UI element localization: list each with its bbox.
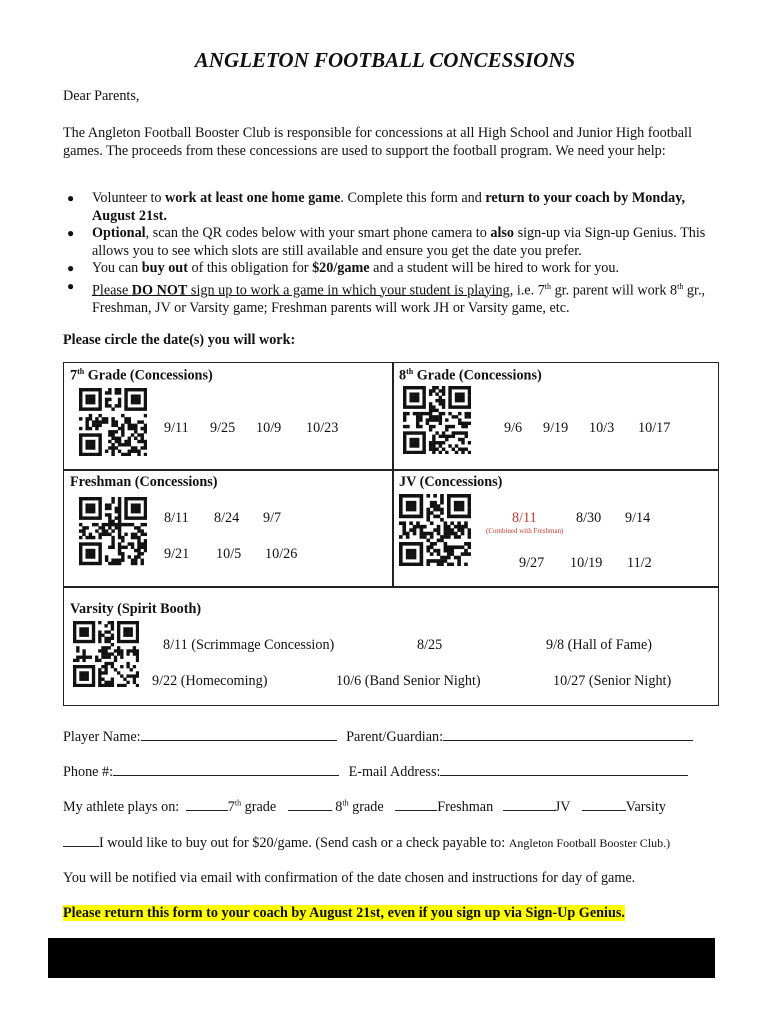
date-option[interactable]: 10/5 bbox=[216, 546, 242, 562]
qr-code-icon[interactable] bbox=[403, 386, 471, 454]
booster-club-name: Angleton Football Booster Club.) bbox=[508, 836, 671, 850]
buyout-checkbox[interactable] bbox=[63, 834, 99, 847]
intro-paragraph: The Angleton Football Booster Club is responsible for concessions at all High School and Junior High football games. The proceeds from these concessions are used to support the football program. We need your help: bbox=[63, 125, 692, 159]
grid-divider bbox=[63, 586, 719, 588]
date-option[interactable]: 10/9 bbox=[256, 420, 282, 436]
bullet-buyout: ● You can buy out of this obligation for $20/game and a student will be hired to work for you. bbox=[63, 260, 713, 278]
date-option[interactable]: 10/6 (Band Senior Night) bbox=[336, 673, 481, 689]
bullet-do-not: ● Please DO NOT sign up to work a game in which your student is playing, i.e. 7th gr. parent will work 8th gr., Freshman, JV or Varsity game; Freshman parents will work JH or Varsity game, etc. bbox=[63, 278, 713, 318]
buyout-row bbox=[63, 834, 670, 852]
date-option[interactable]: 9/19 bbox=[543, 420, 569, 436]
contact-row bbox=[63, 763, 688, 781]
date-option[interactable]: 9/6 bbox=[504, 420, 523, 436]
date-option[interactable]: 9/7 bbox=[263, 510, 282, 526]
date-option[interactable]: 8/30 bbox=[576, 510, 602, 526]
phone-field[interactable] bbox=[113, 763, 339, 776]
grade8-option-label: 8th grade bbox=[335, 798, 384, 815]
parent-label: Parent/Guardian: bbox=[346, 729, 444, 745]
date-option[interactable]: 9/11 bbox=[164, 420, 189, 436]
date-option[interactable]: 9/21 bbox=[164, 546, 190, 562]
bullet-volunteer: ● Volunteer to work at least one home game. Complete this form and return to your coach by Monday, August 21st. bbox=[63, 190, 713, 225]
player-name-label: Player Name: bbox=[63, 729, 141, 745]
date-option[interactable]: 8/11 (Scrimmage Concession) bbox=[163, 637, 335, 653]
date-option[interactable]: 9/25 bbox=[210, 420, 236, 436]
date-option[interactable]: 8/24 bbox=[214, 510, 240, 526]
date-option[interactable]: 9/14 bbox=[625, 510, 651, 526]
phone-label: Phone #: bbox=[63, 764, 114, 780]
date-option[interactable]: 9/27 bbox=[519, 555, 545, 571]
greeting: Dear Parents, bbox=[63, 88, 140, 104]
varsity-heading: Varsity (Spirit Booth) bbox=[70, 601, 202, 617]
return-instruction bbox=[63, 905, 625, 922]
grid-divider bbox=[392, 362, 394, 586]
date-option[interactable]: 9/8 (Hall of Fame) bbox=[546, 637, 652, 653]
date-option[interactable]: 10/19 bbox=[570, 555, 603, 571]
player-name-field[interactable] bbox=[141, 728, 337, 741]
grade7-heading: 7th Grade (Concessions) bbox=[70, 367, 213, 384]
date-option[interactable]: 10/3 bbox=[589, 420, 615, 436]
circle-prompt: Please circle the date(s) you will work: bbox=[63, 332, 296, 348]
date-option[interactable]: 11/2 bbox=[627, 555, 652, 571]
varsity-option-label: Varsity bbox=[625, 799, 666, 815]
varsity-checkbox[interactable] bbox=[582, 798, 626, 811]
date-option[interactable]: 10/27 (Senior Night) bbox=[553, 673, 672, 689]
jv-heading: JV (Concessions) bbox=[399, 474, 503, 490]
date-option[interactable]: 8/11 bbox=[164, 510, 189, 526]
date-option[interactable]: 10/26 bbox=[265, 546, 298, 562]
qr-code-icon[interactable] bbox=[79, 497, 147, 567]
notify-text: You will be notified via email with confirmation of the date chosen and instructions for day of game. bbox=[63, 870, 636, 886]
date-option[interactable]: 9/22 (Homecoming) bbox=[152, 673, 268, 689]
freshman-option-label: Freshman bbox=[437, 799, 494, 815]
grid-divider bbox=[63, 469, 719, 471]
name-row bbox=[63, 728, 693, 746]
jv-checkbox[interactable] bbox=[503, 798, 555, 811]
email-label: E-mail Address: bbox=[348, 764, 441, 780]
combined-note: (Combined with Freshman) bbox=[486, 527, 564, 535]
grade7-checkbox[interactable] bbox=[186, 798, 228, 811]
parent-name-field[interactable] bbox=[443, 728, 693, 741]
bullet-optional: ● Optional, scan the QR codes below with your smart phone camera to also sign-up via Sign-up Genius. This allows you to see which slots are still available and ensure you get the date you prefer. bbox=[63, 225, 713, 260]
footer-bar bbox=[48, 938, 715, 978]
freshman-checkbox[interactable] bbox=[395, 798, 437, 811]
qr-code-icon[interactable] bbox=[399, 494, 471, 566]
instruction-list bbox=[63, 190, 713, 317]
return-highlight: Please return this form to your coach by August 21st, even if you sign up via Sign-Up Genius. bbox=[63, 905, 625, 921]
plays-on-label: My athlete plays on: bbox=[63, 799, 180, 815]
grade8-heading: 8th Grade (Concessions) bbox=[399, 367, 542, 384]
email-field[interactable] bbox=[440, 763, 688, 776]
date-option[interactable]: 10/17 bbox=[638, 420, 671, 436]
schedule-grid bbox=[63, 362, 719, 706]
document-title: ANGLETON FOOTBALL CONCESSIONS bbox=[194, 48, 576, 72]
grade7-option-label: 7th grade bbox=[227, 798, 277, 815]
freshman-heading: Freshman (Concessions) bbox=[70, 474, 218, 490]
qr-code-icon[interactable] bbox=[79, 388, 147, 456]
qr-code-icon[interactable] bbox=[73, 621, 139, 687]
grade8-checkbox[interactable] bbox=[288, 798, 332, 811]
date-option[interactable]: 8/11 bbox=[512, 510, 537, 526]
plays-on-row bbox=[63, 798, 666, 816]
date-option[interactable]: 10/23 bbox=[306, 420, 339, 436]
date-option[interactable]: 8/25 bbox=[417, 637, 443, 653]
jv-option-label: JV bbox=[554, 799, 571, 815]
buyout-label: I would like to buy out for $20/game. (Send cash or a check payable to: bbox=[99, 835, 509, 851]
